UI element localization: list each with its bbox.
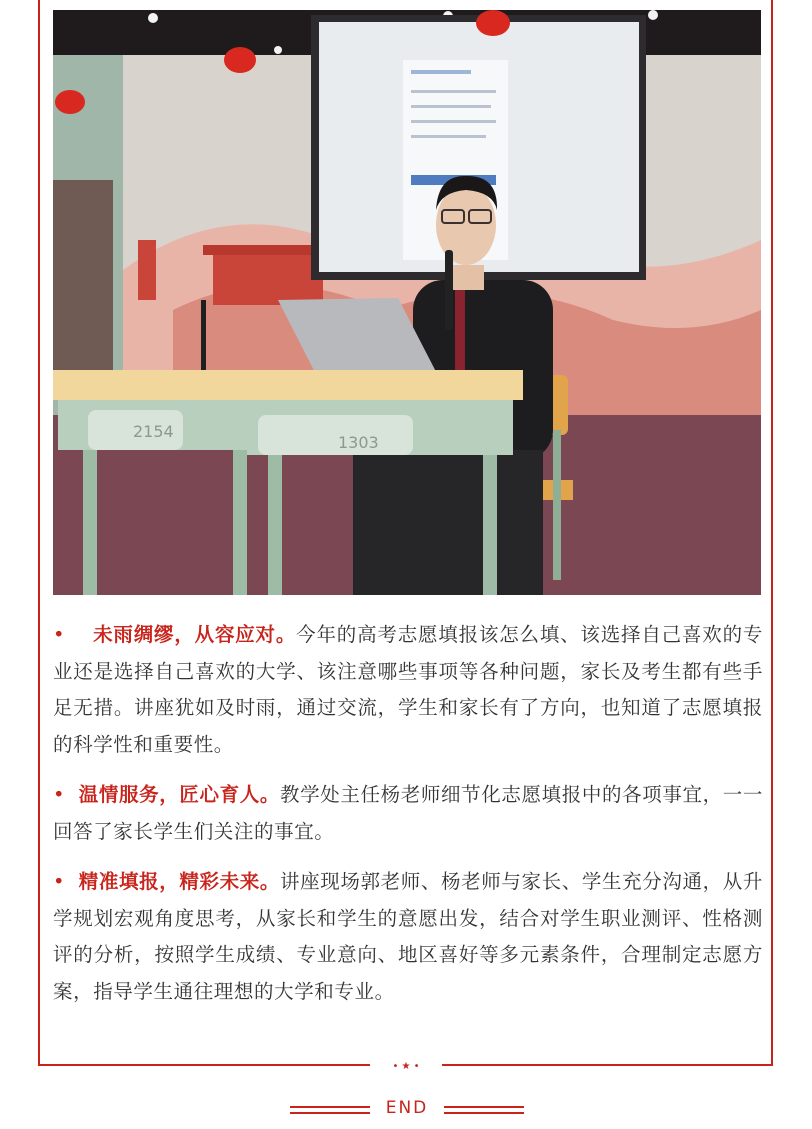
bullet-icon: • [53, 623, 66, 646]
paragraph-2 [53, 777, 763, 850]
desk-label-2: 1303 [338, 433, 379, 452]
desk-label-1: 2154 [133, 422, 174, 441]
paragraph-heading: 精准填报，精彩未来。 [78, 870, 281, 893]
bullet-icon: • [53, 783, 66, 806]
paragraph-1 [53, 617, 763, 763]
divider-ornament [370, 1055, 442, 1077]
end-marker [290, 1096, 524, 1124]
star-ornament-icon: • ★ • [392, 1060, 420, 1072]
paragraph-heading: 未雨绸缪，从容应对。 [93, 623, 297, 646]
article-body [53, 617, 763, 1024]
bullet-icon: • [53, 870, 66, 893]
end-label: END [385, 1098, 429, 1118]
paragraph-heading: 温情服务，匠心育人。 [78, 783, 281, 806]
paragraph-3 [53, 864, 763, 1010]
paragraph-text: 今年的高考志愿填报该怎么填、该选择自己喜欢的专业还是选择自己喜欢的大学、该注意哪些事项等各种问题，家长及考生都有些手足无措。讲座犹如及时雨，通过交流，学生和家长有了方向，也知道了志愿填报的科学性和重要性。 [53, 623, 763, 756]
end-right-lines [444, 1106, 524, 1114]
paragraph-text: 教学处主任杨老师细节化志愿填报中的各项事宜，一一回答了家长学生们关注的事宜。 [53, 783, 763, 843]
lecture-photo [53, 10, 761, 595]
paragraph-text: 讲座现场郭老师、杨老师与家长、学生充分沟通，从升学规划宏观角度思考，从家长和学生的意愿出发，结合对学生职业测评、性格测评的分析，按照学生成绩、专业意向、地区喜好等多元素条件，合理制定志愿方案，指导学生通往理想的大学和专业。 [53, 870, 763, 1003]
